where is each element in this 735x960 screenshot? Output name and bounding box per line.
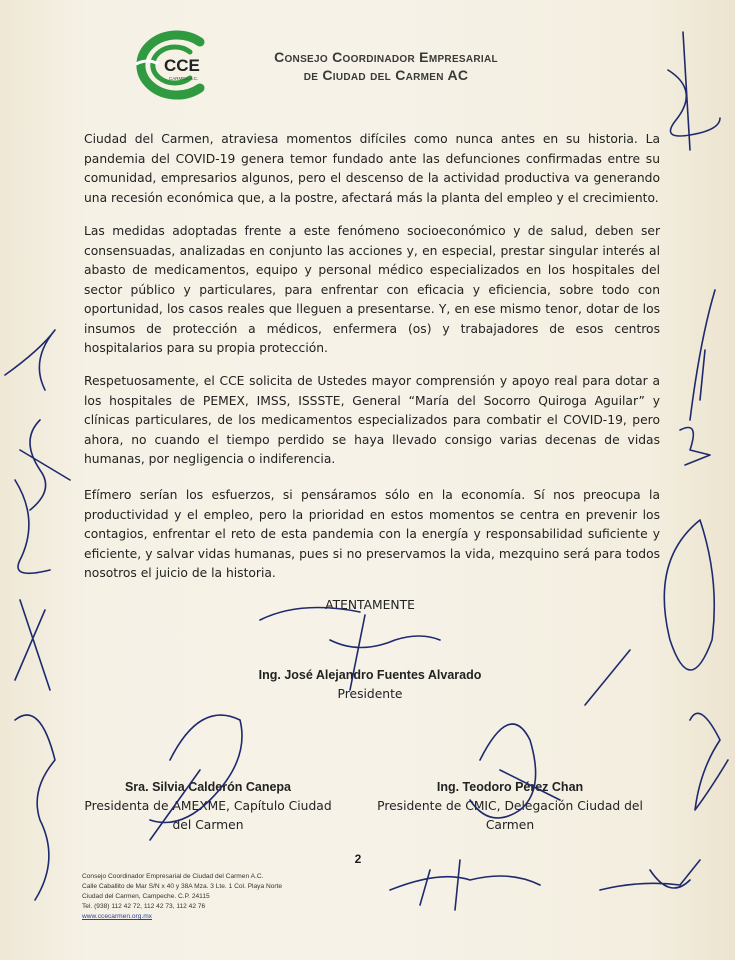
signature-bottom-center [390,860,540,910]
initial-left-4 [15,600,50,690]
footer-address [82,872,382,922]
main-signatory-title: Presidente [337,687,403,701]
footer-line-2: Calle Caballito de Mar S/N x 40 y 38A Mza. 3 Lte. 1 Col. Playa Norte [82,883,283,890]
initial-left-3 [15,480,50,573]
stroke-right-lower [585,650,630,705]
closing-salutation: ATENTAMENTE [325,598,415,612]
initial-left-2 [20,420,70,510]
left-signatory-title: Presidenta de AMEXME, Capítulo Ciudad del Carmen [84,799,332,832]
footer-line-3: Ciudad del Carmen, Campeche. C.P. 24115 [82,893,210,900]
logo-text: CCE [164,56,200,75]
logo-subtext: CARMEN A.C. [169,76,199,81]
right-signatory [372,778,648,835]
initial-right-1 [690,290,715,420]
right-signatory-name: Ing. Teodoro Pérez Chan [436,780,584,794]
footer-line-1: Consejo Coordinador Empresarial de Ciudad del Carmen A.C. [82,873,264,880]
main-signatory-name: Ing. José Alejandro Fuentes Alvarado [258,668,482,682]
initial-right-5 [690,713,728,810]
initial-right-3 [680,428,710,466]
signature-bottom-right [600,860,700,890]
org-name-line2: de Ciudad del Carmen AC [303,67,469,83]
paragraph-1: Ciudad del Carmen, atraviesa momentos difíciles como nunca antes en su historia. La pandemia del COVID-19 genera temor fundado ante las defunciones confirmadas entre su comunidad, empresarios algunos, pero el descenso de la actividad productiva va generando una recesión económica que, a la postre, afectará más la planta del empleo y el crecimiento. [84,132,660,205]
organization-name [236,48,536,84]
footer-line-4: Tel. (938) 112 42 72, 112 42 73, 112 42 76 [82,903,206,910]
cce-logo [128,30,210,100]
org-name-line1: Consejo Coordinador Empresarial [274,49,498,65]
right-signatory-title: Presidente de CMIC, Delegación Ciudad del Carmen [377,799,643,832]
paragraph-2: Las medidas adoptadas frente a este fenómeno socioeconómico y de salud, deben ser consensuadas, analizadas en conjunto las acciones y, en especial, prestar singular interés al abasto de medicamentos, equipo y personal médico especializados en los hospitales del sector público y particulares, para enfrentar con eficacia y eficiencia, sobre todo con oportunidad, los casos reales que lleguen a presentarse. Y, en ese mismo tenor, dotar de los insumos de protección a médicos, enfermera (os) y trabajadores de esos centros hospitalarios para su propia protección. [84,224,660,355]
left-signatory [78,778,338,835]
page-number: 2 [354,852,362,866]
letterhead [128,30,528,100]
paragraph-4: Efímero serían los esfuerzos, si pensáramos sólo en la economía. Sí nos preocupa la productividad y el empleo, pero la prioridad en estos momentos se centra en prevenir los contagios, enfrentar el reto de esta pandemia con la energía y responsabilidad suficiente y eficiente, y salvar vidas humanas, pues si no preservamos la vida, mezquino será para todos nosotros el juicio de la historia. [84,488,660,580]
left-signatory-name: Sra. Silvia Calderón Canepa [124,780,292,794]
initial-top-right [668,32,720,150]
paragraph-3: Respetuosamente, el CCE solicita de Ustedes mayor comprensión y apoyo real para dotar a los hospitales de PEMEX, IMSS, ISSSTE, General “María del Socorro Quiroga Aguilar” y clínicas particulares, de los medicamentos especializados para combatir el COVID-19, pero ahora, no cuando el tiempo perdido se haya llevado consigo varias decenas de vidas humanas, por negligencia o indiferencia. [84,374,660,466]
initial-left-1 [5,330,55,390]
initial-right-4 [664,520,714,670]
footer-website-link[interactable]: www.ccecarmen.org.mx [82,913,152,920]
initial-left-5 [15,715,55,900]
initial-right-2 [700,350,705,400]
main-signatory [230,666,510,704]
